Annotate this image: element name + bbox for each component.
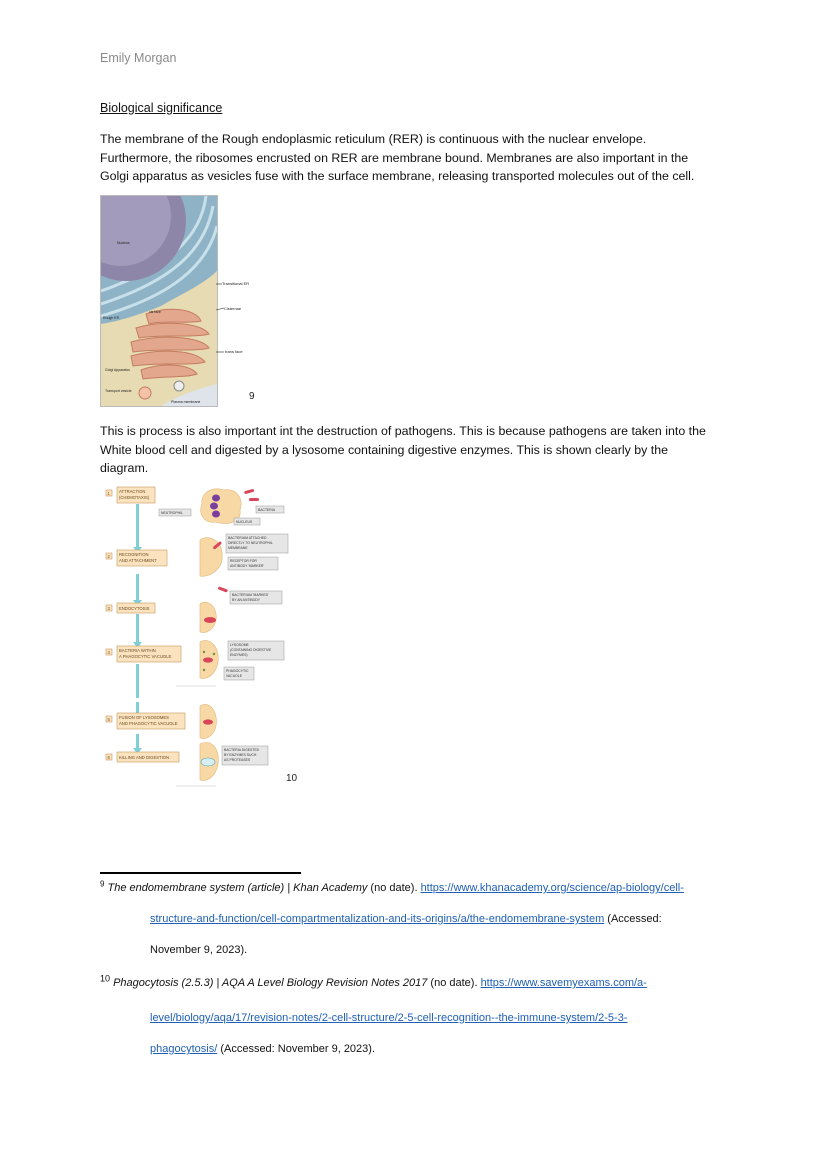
paragraph-line: Furthermore, the ribosomes encrusted on RER are membrane bound. Membranes are also important in the <box>100 150 689 165</box>
footnote-10-line3 <box>150 1041 375 1057</box>
document-header-author: Emily Morgan <box>100 51 177 65</box>
paragraph-line: The membrane of the Rough endoplasmic reticulum (RER) is continuous with the nuclear envelope. <box>100 132 647 146</box>
figure-footnote-ref-9: 9 <box>249 391 255 402</box>
footnote-separator <box>100 872 301 874</box>
callout-nucleus: NUCLEUS <box>236 520 253 524</box>
footnote-9-line2 <box>150 911 662 927</box>
step-label: (CHEMOTAXIS) <box>119 495 150 500</box>
endomembrane-diagram <box>100 195 218 407</box>
step-number: 1 <box>107 491 110 496</box>
step-label: AND PHAGOCYTIC VACUOLE <box>119 721 178 726</box>
footnote-link[interactable]: https://www.khanacademy.org/science/ap-biology/cell- <box>420 882 684 894</box>
callout-digested: BACTERIA DIGESTED <box>224 748 260 752</box>
callout-attached: MEMBRANE <box>228 546 248 550</box>
footnote-link[interactable]: phagocytosis/ <box>150 1043 218 1055</box>
footnote-accessed: (Accessed: <box>604 913 662 925</box>
paragraph-line: Golgi apparatus as vesicles fuse with the surface membrane, releasing transported molecules out of the cell. <box>100 169 695 183</box>
footnote-title: The endomembrane system (article) | Khan Academy <box>107 882 368 894</box>
callout-vacuole: PHAGOCYTIC <box>226 669 249 673</box>
label-rough-er: Rough ER <box>103 316 120 320</box>
step-label: FUSION OF LYSOSOMES <box>119 715 169 720</box>
footnote-link[interactable]: structure-and-function/cell-compartmentalization-and-its-origins/a/the-endomembrane-system <box>150 913 605 925</box>
step-label: BACTERIA WITHIN <box>119 648 156 653</box>
label-cis-face: cis face <box>149 310 161 314</box>
footnote-10 <box>100 975 740 991</box>
callout-receptor: RECEPTOR FOR <box>230 559 257 563</box>
paragraph-line: diagram. <box>100 461 149 475</box>
footnote-date: (no date). <box>427 977 481 989</box>
footnote-accessed: (Accessed: November 9, 2023). <box>217 1043 376 1055</box>
step-label: AND ATTACHMENT <box>119 558 157 563</box>
callout-digested: BY ENZYMES SUCH <box>224 753 257 757</box>
callout-digested: AS PROTEASES <box>224 758 251 762</box>
footnote-9-line3: November 9, 2023). <box>150 944 248 956</box>
footnote-date: (no date). <box>367 882 421 894</box>
label-plasma-membrane: Plasma membrane <box>171 400 201 404</box>
label-trans-face: trans face <box>225 349 243 354</box>
callout-vacuole: VACUOLE <box>226 674 242 678</box>
label-transport-vesicle: Transport vesicle <box>105 389 132 393</box>
footnote-9 <box>100 880 740 896</box>
callout-bacteria: BACTERIA <box>258 508 275 512</box>
callout-attached: DIRECTLY TO NEUTROPHIL <box>228 541 273 545</box>
footnote-link[interactable]: level/biology/aqa/17/revision-notes/2-cell-structure/2-5-cell-recognition--the-immune-system/2-5-3- <box>150 1012 628 1024</box>
paragraph-line: White blood cell and digested by a lysosome containing digestive enzymes. This is shown clearly by the <box>100 442 668 457</box>
figure-footnote-ref-10: 10 <box>286 773 298 784</box>
label-cisternae: Cisternae <box>224 306 242 311</box>
footnote-number: 10 <box>100 973 111 984</box>
step-label: RECOGNITION <box>119 552 149 557</box>
label-transitional-er: Transitional ER <box>222 281 250 286</box>
footnote-title: Phagocytosis (2.5.3) | AQA A Level Biology Revision Notes 2017 <box>113 977 428 989</box>
callout-lysosome: LYSOSOME <box>230 643 249 647</box>
callout-receptor: ANTIBODY 'MARKER' <box>230 564 265 568</box>
footnote-link[interactable]: https://www.savemyexams.com/a- <box>480 977 647 989</box>
paragraph-line: This is process is also important int the destruction of pathogens. This is because pathogens are taken into the <box>100 424 706 438</box>
step-label: ENDOCYTOSIS <box>119 606 150 611</box>
step-label: KILLING AND DIGESTION <box>119 755 170 760</box>
endomembrane-side-labels <box>216 270 256 370</box>
step-number: 2 <box>107 554 110 559</box>
phagocytosis-diagram <box>104 482 294 788</box>
paragraph-membranes <box>100 130 740 186</box>
label-nucleus: Nucleus <box>117 241 130 245</box>
step-label: A PHAGOCYTIC VACUOLE <box>119 654 172 659</box>
paragraph-phagocytosis <box>100 422 740 478</box>
callout-marked: BACTERIUM 'MARKED' <box>232 593 269 597</box>
callout-neutrophil: NEUTROPHIL <box>161 511 183 515</box>
step-number: 6 <box>107 755 110 760</box>
label-golgi: Golgi Apparatus <box>105 368 130 372</box>
step-number: 5 <box>107 717 110 722</box>
footnote-number: 9 <box>100 879 105 889</box>
callout-marked: BY AN ANTIBODY <box>232 598 261 602</box>
footnote-10-line2 <box>150 1010 627 1026</box>
callout-lysosome: (CONTAINING DIGESTIVE <box>230 648 272 652</box>
callout-lysosome: ENZYMES) <box>230 653 248 657</box>
step-number: 4 <box>107 650 110 655</box>
section-heading: Biological significance <box>100 101 223 115</box>
step-number: 3 <box>107 606 110 611</box>
step-label: ATTRACTION <box>119 489 146 494</box>
callout-attached: BACTERIUM ATTACHED <box>228 536 267 540</box>
